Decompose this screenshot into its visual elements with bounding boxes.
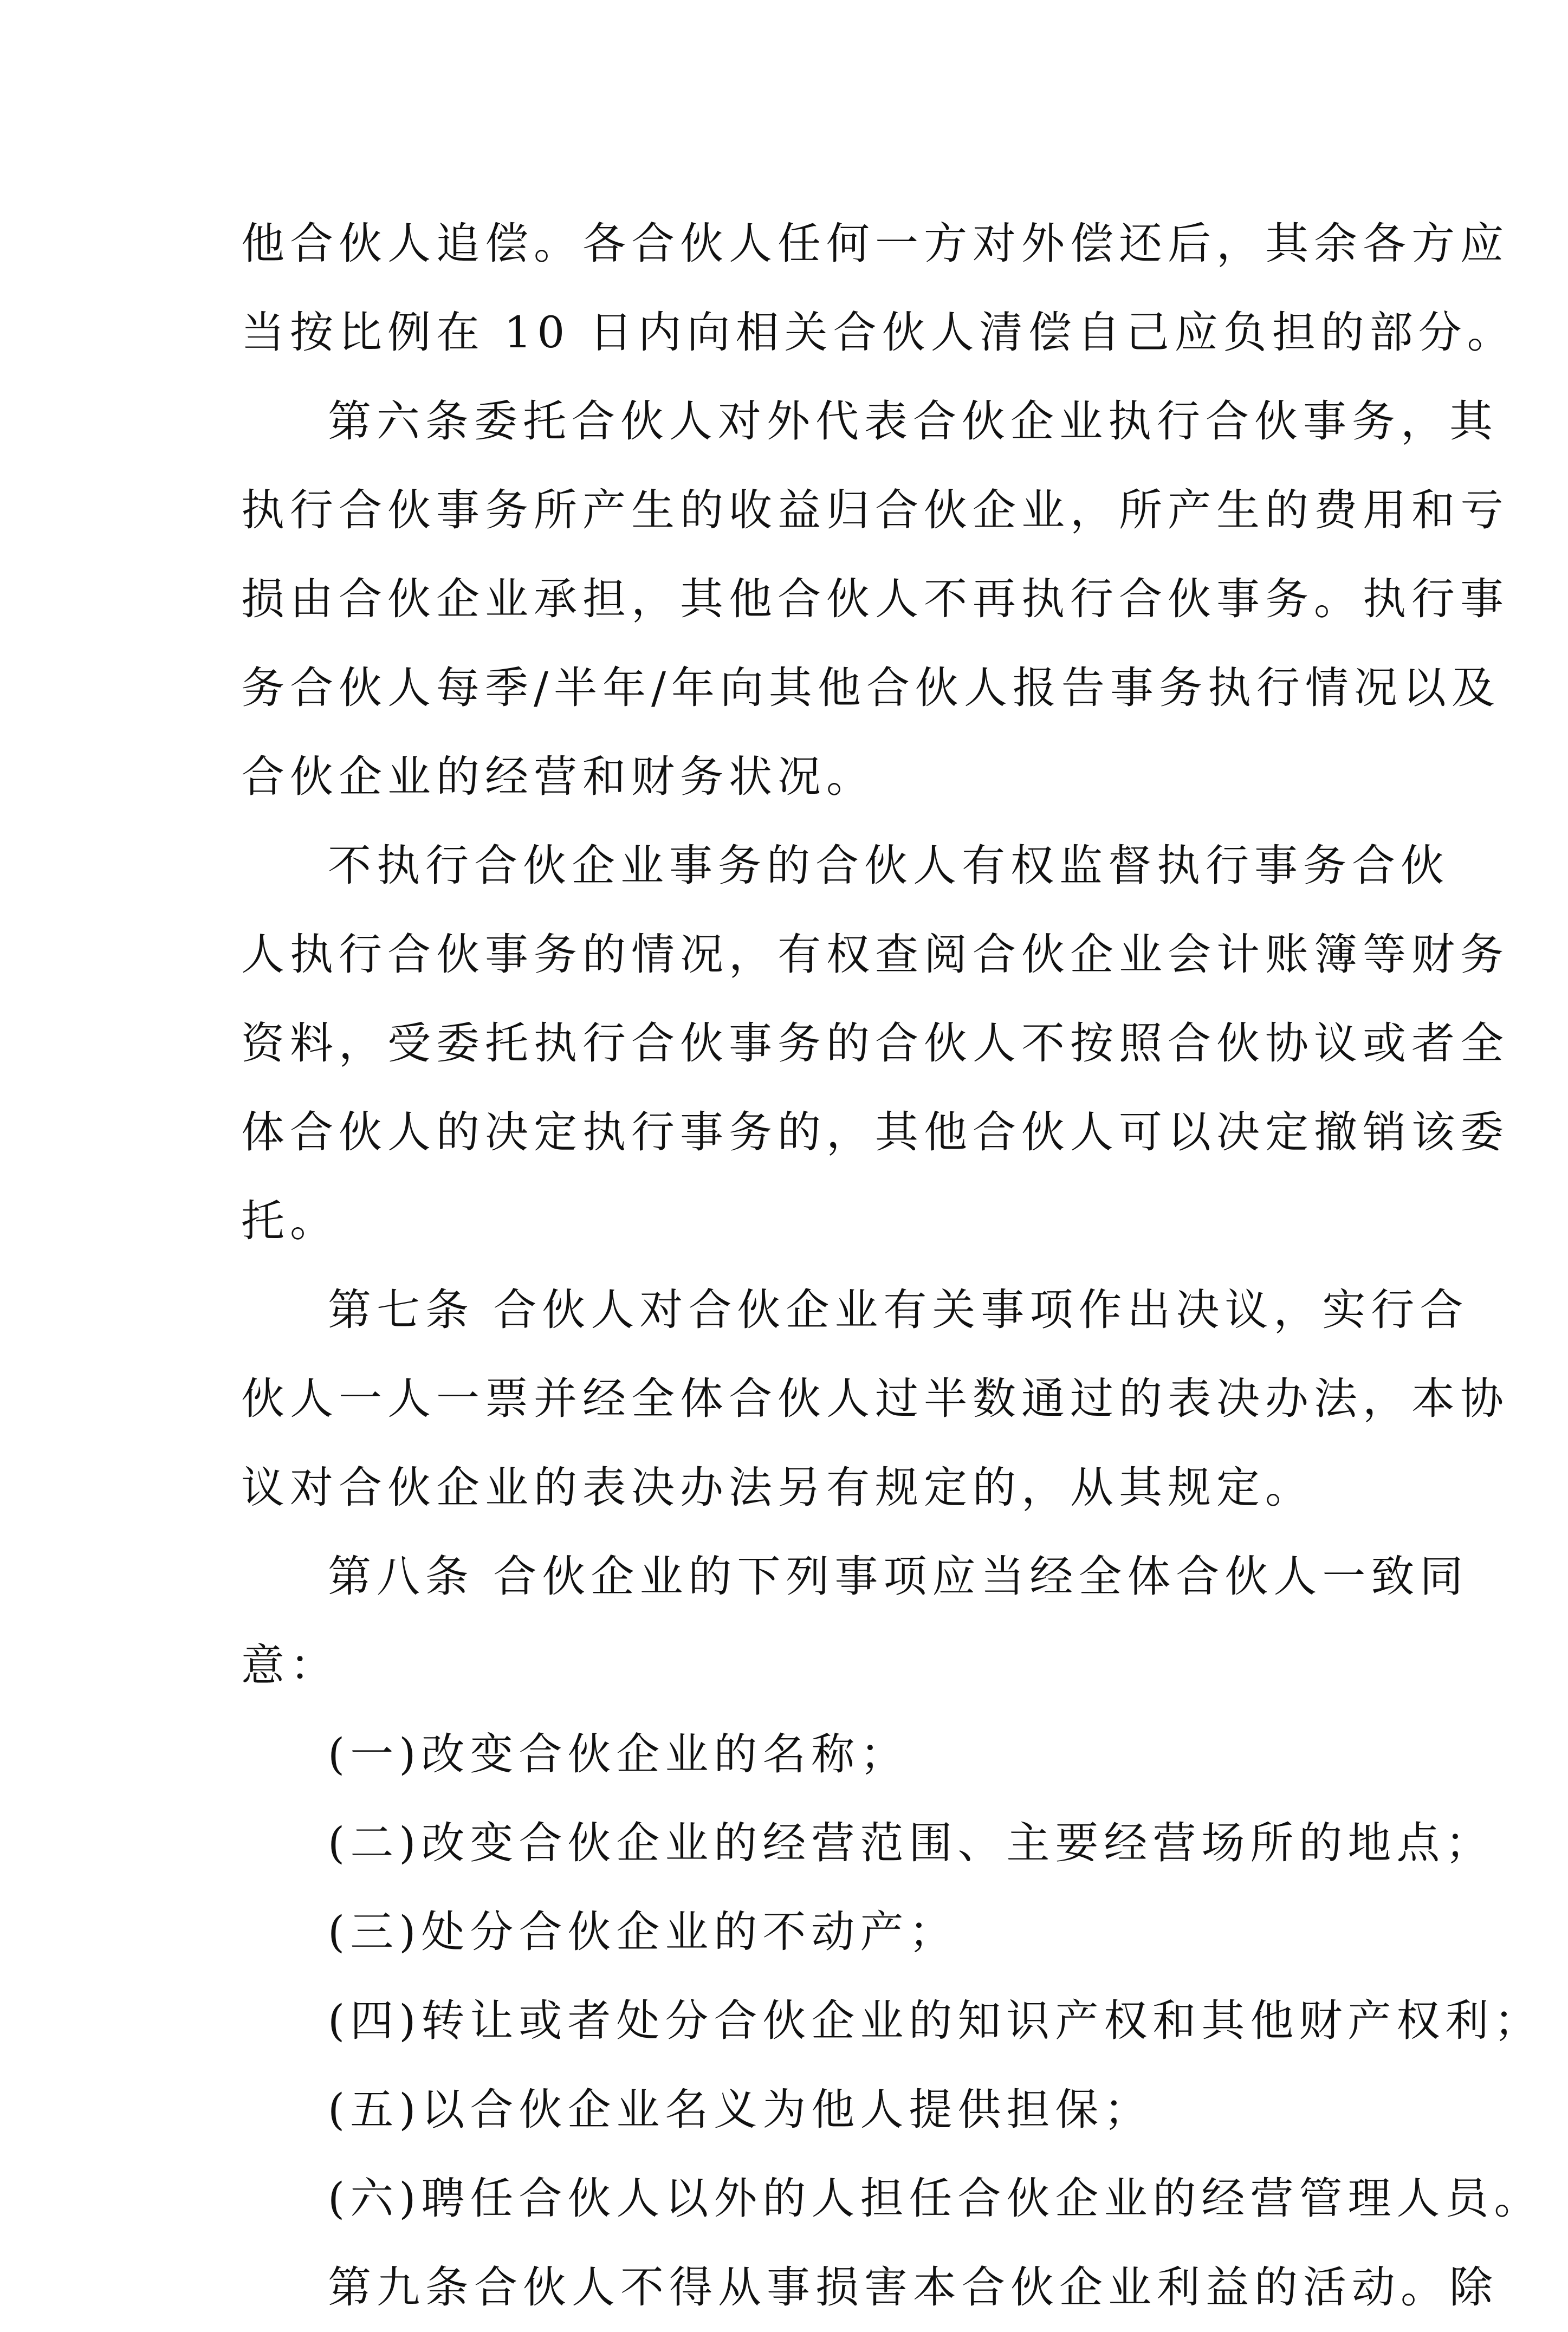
list-item: (五)以合伙企业名义为他人提供担保； xyxy=(328,2084,1153,2135)
paragraph-start-article-8: 第八条 合伙企业的下列事项应当经全体合伙人一致同 xyxy=(328,1551,1469,1602)
list-item: (六)聘任合伙人以外的人担任合伙企业的经营管理人员。 xyxy=(328,2173,1543,2224)
text-line: 务合伙人每季/半年/年向其他合伙人报告事务执行情况以及 xyxy=(241,663,1500,713)
list-item: (四)转让或者处分合伙企业的知识产权和其他财产权利； xyxy=(328,1996,1543,2046)
text-line: 资料，受委托执行合伙事务的合伙人不按照合伙协议或者全 xyxy=(241,1018,1509,1068)
paragraph-start-article-9: 第九条合伙人不得从事损害本合伙企业利益的活动。除 xyxy=(328,2262,1498,2312)
list-item: (三)处分合伙企业的不动产； xyxy=(328,1907,958,1957)
paragraph-start-article-6: 第六条委托合伙人对外代表合伙企业执行合伙事务，其 xyxy=(328,396,1498,446)
text-line: 他合伙人追偿。各合伙人任何一方对外偿还后，其余各方应 xyxy=(241,218,1509,269)
text-line: 体合伙人的决定执行事务的，其他合伙人可以决定撤销该委 xyxy=(241,1107,1509,1157)
text-line: 执行合伙事务所产生的收益归合伙企业，所产生的费用和亏 xyxy=(241,485,1509,535)
text-line: 合伙企业的经营和财务状况。 xyxy=(241,752,875,802)
text-line: 损由合伙企业承担，其他合伙人不再执行合伙事务。执行事 xyxy=(241,574,1509,624)
paragraph-start-article-7: 第七条 合伙人对合伙企业有关事项作出决议，实行合 xyxy=(328,1285,1469,1335)
text-line: 当按比例在 10 日内向相关合伙人清偿自己应负担的部分。 xyxy=(241,307,1516,358)
list-item: (一)改变合伙企业的名称； xyxy=(328,1729,909,1779)
text-line: 意： xyxy=(241,1640,339,1690)
document-body xyxy=(241,199,1543,2332)
text-line: 伙人一人一票并经全体合伙人过半数通过的表决办法，本协 xyxy=(241,1374,1509,1424)
text-line: 议对合伙企业的表决办法另有规定的，从其规定。 xyxy=(241,1462,1314,1513)
list-item: (二)改变合伙企业的经营范围、主要经营场所的地点； xyxy=(328,1818,1494,1868)
text-line: 托。 xyxy=(241,1196,339,1246)
paragraph-start-supervision: 不执行合伙企业事务的合伙人有权监督执行事务合伙 xyxy=(328,840,1449,891)
text-line: 人执行合伙事务的情况，有权查阅合伙企业会计账簿等财务 xyxy=(241,929,1509,980)
